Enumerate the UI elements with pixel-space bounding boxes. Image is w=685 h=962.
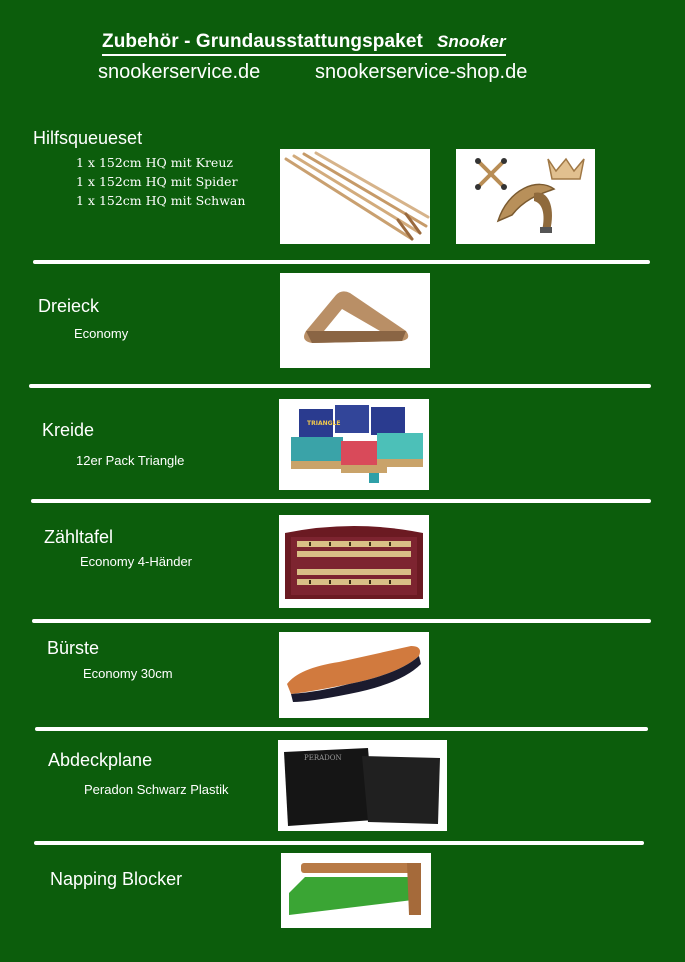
chalk-brand-label: TRIANGLE xyxy=(307,420,341,427)
section-divider xyxy=(35,727,648,731)
triangle-image xyxy=(280,273,430,368)
brush-image xyxy=(279,632,429,718)
page-title xyxy=(102,31,506,56)
item-detail: Economy 30cm xyxy=(83,666,173,681)
chalk-image xyxy=(279,399,429,490)
item-title-dreieck: Dreieck xyxy=(38,296,100,316)
item-detail: 1 x 152cm HQ mit Schwan xyxy=(76,193,246,208)
item-title-zaehltafel: Zähltafel xyxy=(44,527,114,547)
item-title-buerste: Bürste xyxy=(47,638,100,658)
section-divider xyxy=(31,499,651,503)
item-title-hilfsqueueset: Hilfsqueueset xyxy=(33,128,143,148)
site-link-main[interactable]: snookerservice.de xyxy=(98,61,261,83)
item-detail: 1 x 152cm HQ mit Spider xyxy=(76,174,238,189)
item-detail: Economy xyxy=(74,326,129,341)
napping-blocker-image xyxy=(281,853,431,928)
item-detail: 1 x 152cm HQ mit Kreuz xyxy=(76,155,233,170)
item-detail: Peradon Schwarz Plastik xyxy=(84,782,229,797)
section-divider xyxy=(33,260,650,264)
item-title-napping-blocker: Napping Blocker xyxy=(50,869,183,889)
rests-image xyxy=(456,149,595,244)
item-detail: Economy 4-Händer xyxy=(80,554,192,569)
section-divider xyxy=(29,384,651,388)
item-title-kreide: Kreide xyxy=(42,420,95,440)
site-link-shop[interactable]: snookerservice-shop.de xyxy=(315,61,528,83)
item-detail: 12er Pack Triangle xyxy=(76,453,185,468)
cues-image xyxy=(280,149,430,244)
cover-image xyxy=(278,740,447,831)
section-divider xyxy=(34,841,644,845)
section-divider xyxy=(32,619,651,623)
item-title-abdeckplane: Abdeckplane xyxy=(48,750,153,770)
scoreboard-image xyxy=(279,515,429,608)
title-text: Zubehör - Grundausstattungspaket xyxy=(102,31,423,52)
cover-brand-label: PERADON xyxy=(304,754,342,762)
title-tag: Snooker xyxy=(436,32,506,51)
